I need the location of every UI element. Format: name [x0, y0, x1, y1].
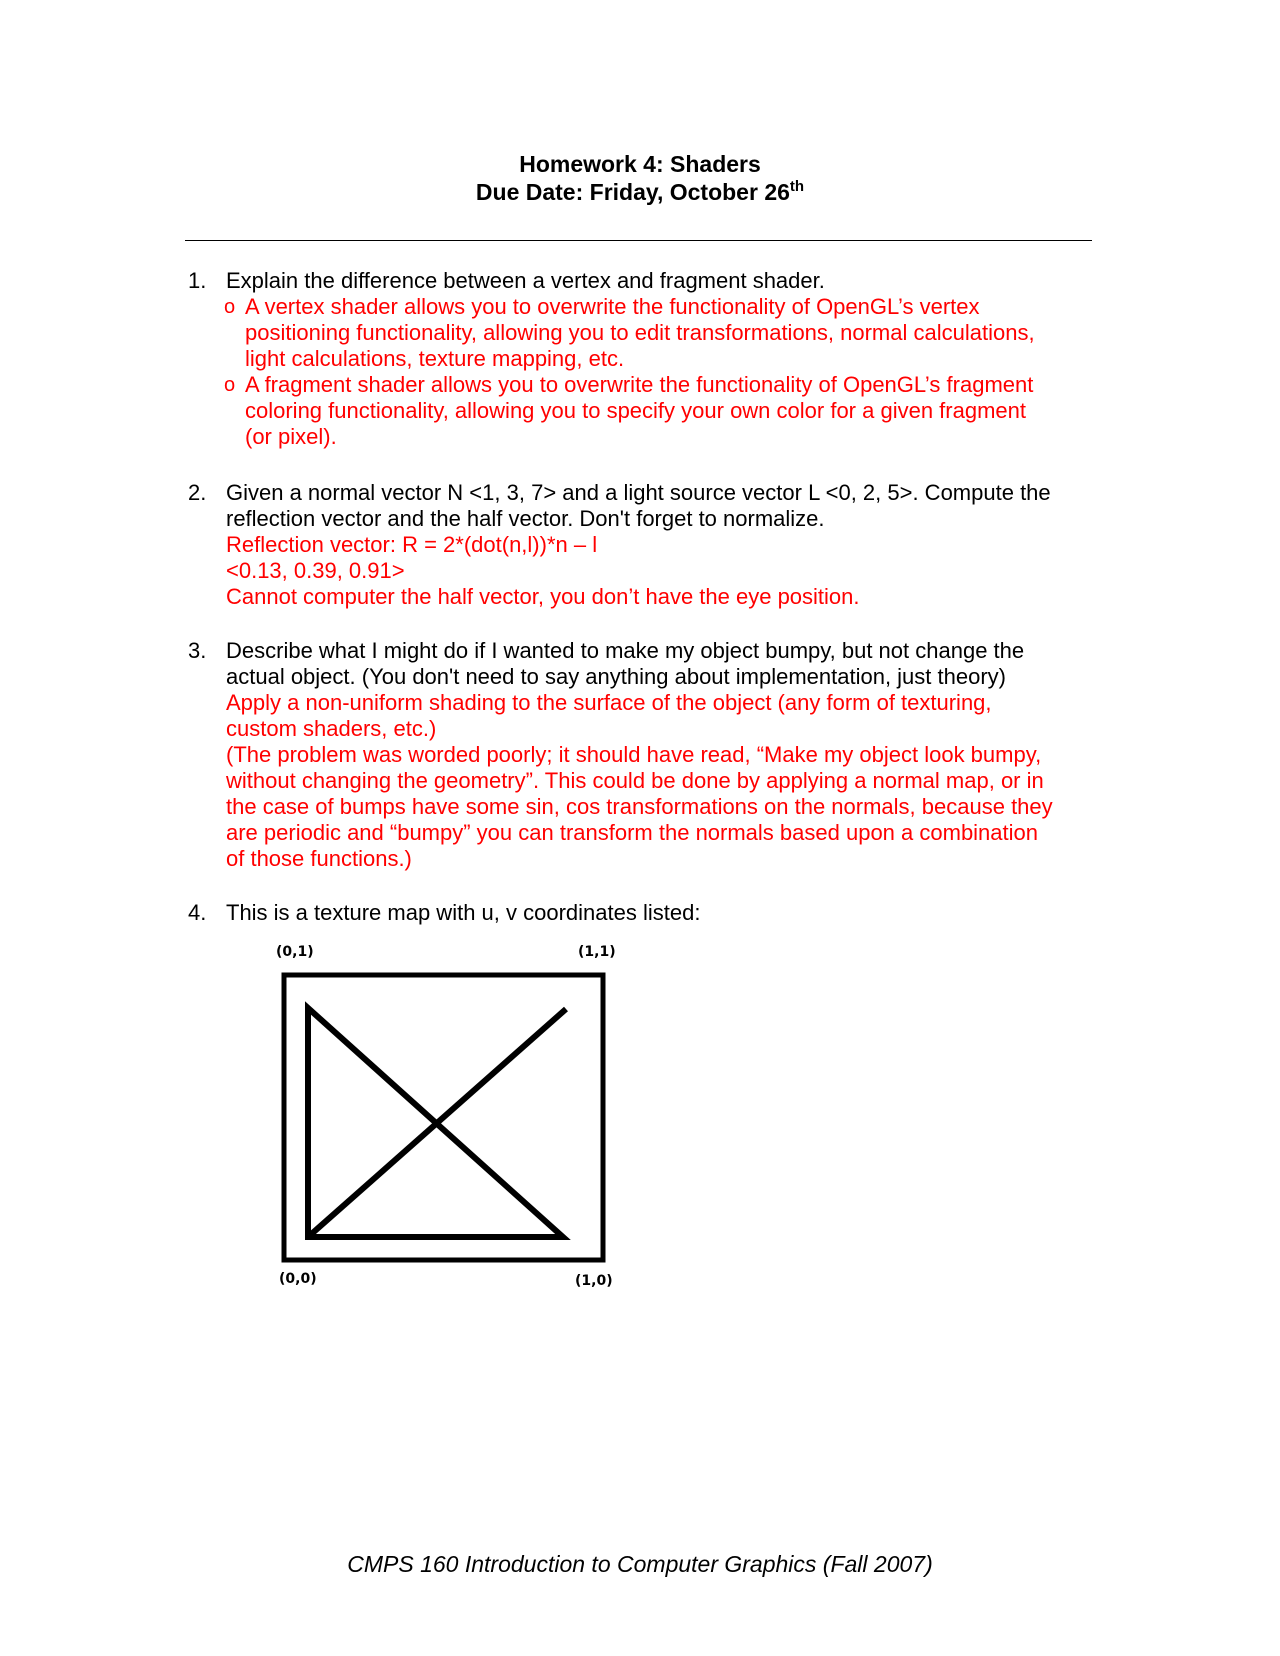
question-2-number: 2.: [188, 480, 207, 505]
due-date-suffix: th: [789, 178, 805, 195]
answer-3-line-1: Apply a non-uniform shading to the surface of the object (any form of texturing,: [226, 690, 992, 715]
due-date-text: Due Date: Friday, October 26: [475, 179, 790, 205]
coord-label-top-left: (0,1): [276, 944, 314, 960]
coord-label-bottom-left: (0,0): [279, 1271, 317, 1287]
question-3-line-1: Describe what I might do if I wanted to make my object bumpy, but not change the: [226, 638, 1025, 663]
question-2-line-2: reflection vector and the half vector. Don't forget to normalize.: [226, 506, 825, 531]
answer-3-line-2: custom shaders, etc.): [226, 716, 437, 741]
answer-3-line-6: are periodic and “bumpy” you can transform the normals based upon a combination: [226, 820, 1039, 845]
footer-text: CMPS 160 Introduction to Computer Graphics (Fall 2007): [347, 1551, 933, 1577]
answer-1b-line-1: A fragment shader allows you to overwrite the functionality of OpenGL’s fragment: [245, 372, 1034, 397]
answer-1a-line-1: A vertex shader allows you to overwrite the functionality of OpenGL’s vertex: [245, 294, 980, 319]
question-3-number: 3.: [188, 638, 207, 663]
page-footer: [0, 1550, 1280, 1578]
answer-2-line-3: Cannot computer the half vector, you don’t have the eye position.: [226, 584, 860, 609]
question-4-text: This is a texture map with u, v coordinates listed:: [226, 900, 701, 925]
answer-3-line-3: (The problem was worded poorly; it should have read, “Make my object look bumpy,: [226, 742, 1042, 767]
question-1-text: Explain the difference between a vertex and fragment shader.: [226, 268, 825, 293]
answer-3-line-5: the case of bumps have some sin, cos transformations on the normals, because they: [226, 794, 1053, 819]
answer-1b-line-3: (or pixel).: [245, 424, 337, 449]
answer-3-line-4: without changing the geometry”. This could be done by applying a normal map, or in: [226, 768, 1044, 793]
answer-1b-line-2: coloring functionality, allowing you to specify your own color for a given fragment: [245, 398, 1026, 423]
answer-2-line-1: Reflection vector: R = 2*(dot(n,l))*n – l: [226, 532, 598, 557]
question-3-line-2: actual object. (You don't need to say anything about implementation, just theory): [226, 664, 1006, 689]
question-4-number: 4.: [188, 900, 207, 925]
coord-label-bottom-right: (1,0): [575, 1273, 613, 1289]
bullet-marker: o: [224, 374, 236, 396]
answer-3-line-7: of those functions.): [226, 846, 412, 871]
title-text: Homework 4: Shaders: [519, 151, 761, 177]
bullet-marker: o: [224, 296, 236, 318]
answer-1a-line-3: light calculations, texture mapping, etc.: [245, 346, 625, 371]
coord-label-top-right: (1,1): [578, 944, 616, 960]
question-1-number: 1.: [188, 268, 207, 293]
answer-1a-line-2: positioning functionality, allowing you to edit transformations, normal calculations,: [245, 320, 1035, 345]
answer-2-line-2: <0.13, 0.39, 0.91>: [226, 558, 405, 583]
question-2-line-1: Given a normal vector N <1, 3, 7> and a light source vector L <0, 2, 5>. Compute the: [226, 480, 1051, 505]
